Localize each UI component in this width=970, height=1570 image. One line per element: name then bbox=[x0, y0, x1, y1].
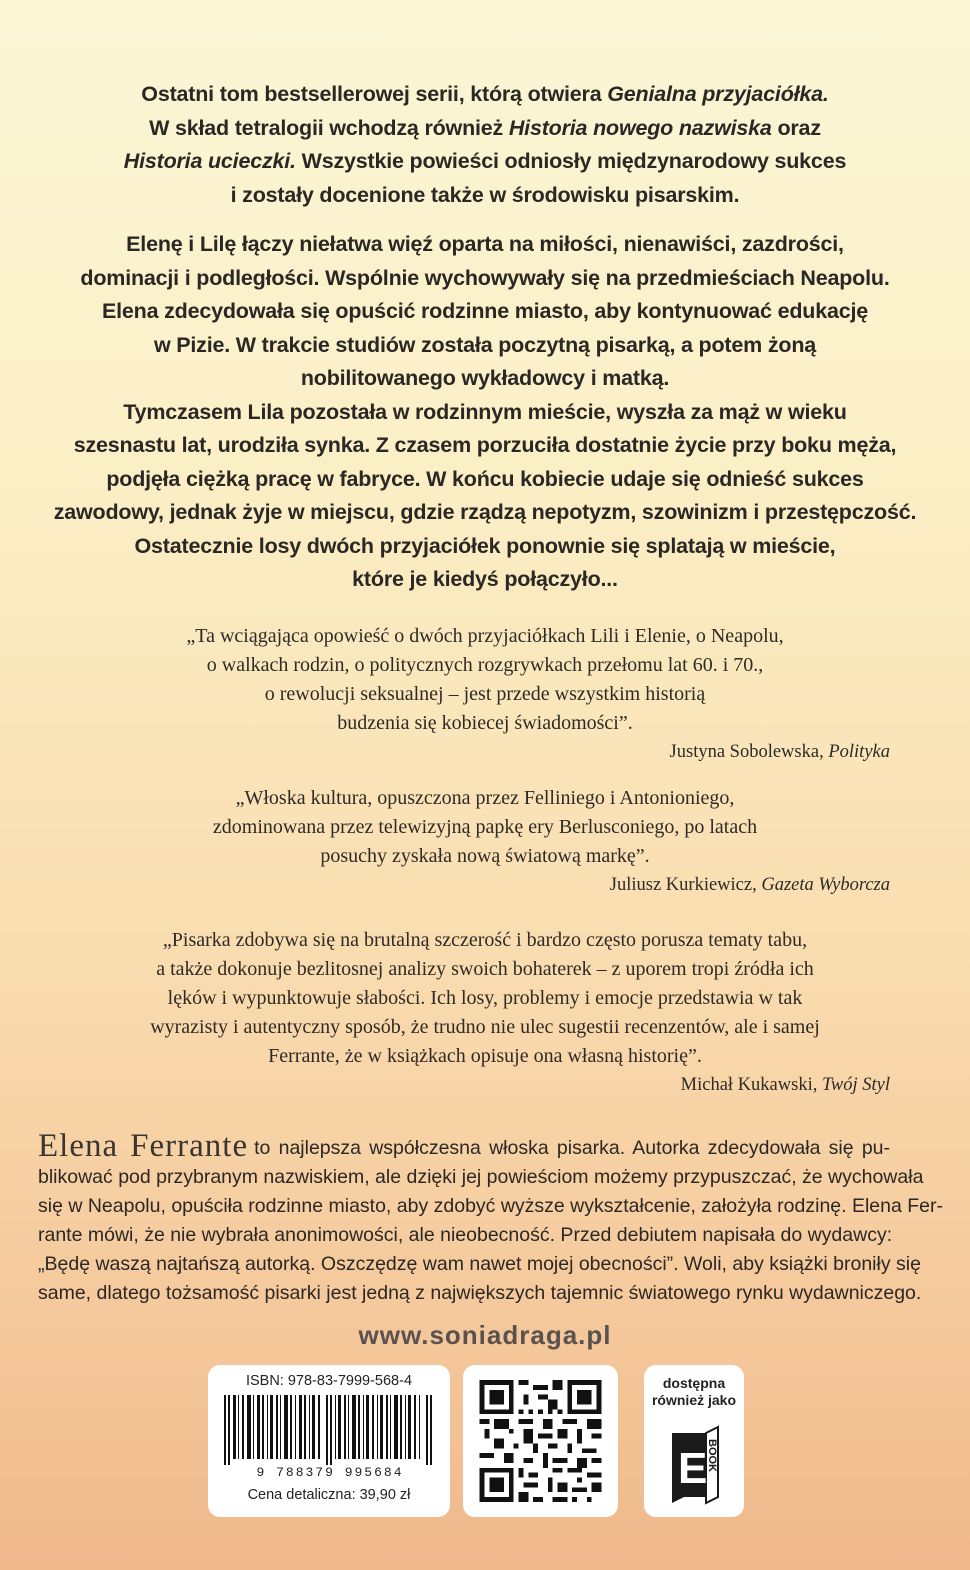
isbn-barcode-panel bbox=[208, 1365, 450, 1517]
review-polityka bbox=[40, 622, 930, 767]
synopsis-line: które je kiedyś połączyło... bbox=[352, 567, 618, 591]
text: Ostatni tom bestsellerowej serii, którą otwiera bbox=[141, 82, 608, 106]
synopsis-line: szesnastu lat, urodziła synka. Z czasem porzuciła dostatnie życie przy boku męża, bbox=[73, 433, 897, 457]
blurb-intro-line bbox=[40, 112, 930, 146]
bio-line: „Będę waszą najtańszą autorką. Oszczędzę wam nawet mojej obecności”. Woli, aby książki broniły się bbox=[38, 1253, 921, 1275]
reviewer-name: Juliusz Kurkiewicz, bbox=[609, 875, 762, 895]
author-bio bbox=[38, 1128, 943, 1308]
ebook-label-line: również jako bbox=[651, 1392, 737, 1408]
reviewer-name: Michał Kukawski, bbox=[680, 1075, 822, 1095]
review-attribution bbox=[40, 738, 930, 767]
retail-price: Cena detaliczna: 39,90 zł bbox=[247, 1487, 411, 1503]
reviewer-name: Justyna Sobolewska, bbox=[669, 742, 829, 762]
blurb-intro-line bbox=[40, 78, 930, 112]
review-line: o rewolucji seksualnej – jest przede wszystkim historią bbox=[264, 683, 706, 705]
bio-line: się w Neapolu, opuściła rodzinne miasto, aby zdobyć wyższe wykształcenie, założyła rodzinę. Elena Fer- bbox=[38, 1195, 943, 1217]
publisher-website: www.soniadraga.pl bbox=[358, 1320, 612, 1350]
barcode-icon bbox=[222, 1395, 436, 1465]
review-twoj-styl bbox=[40, 926, 930, 1100]
review-line: posuchy zyskała nową światową markę”. bbox=[320, 845, 650, 867]
ebook-vertical-word: BOOK bbox=[706, 1439, 718, 1472]
review-line: „Ta wciągająca opowieść o dwóch przyjaciółkach Lili i Elenie, o Neapolu, bbox=[186, 625, 784, 647]
barcode-digits: 9 788379 995684 bbox=[256, 1465, 404, 1480]
synopsis-line: Elena zdecydowała się opuścić rodzinne miasto, aby kontynuować edukację bbox=[101, 299, 868, 323]
review-line: a także dokonuje bezlitosnej analizy swoich bohaterek – z uporem tropi źródła ich bbox=[156, 958, 814, 980]
review-source: Twój Styl bbox=[821, 1075, 890, 1095]
synopsis-line: Elenę i Lilę łączy niełatwa więź oparta na miłości, nienawiści, zazdrości, bbox=[126, 232, 844, 256]
bio-line: rante mówi, że nie wybrała anonimowości, ale nieobecność. Przed debiutem napisała do wydawcy: bbox=[38, 1224, 893, 1246]
ebook-availability-panel bbox=[644, 1365, 744, 1517]
title-historia-ucieczki: Historia ucieczki. bbox=[123, 149, 296, 173]
review-gazeta-wyborcza bbox=[40, 784, 930, 900]
title-genialna: Genialna przyjaciółka. bbox=[607, 82, 829, 106]
text: to najlepsza współczesna włoska pisarka. Autorka zdecydowała się pu- bbox=[254, 1137, 891, 1159]
review-line: o walkach rodzin, o politycznych rozgrywkach przełomu lat 60. i 70., bbox=[206, 654, 764, 676]
qr-code-icon bbox=[478, 1380, 603, 1502]
synopsis-line: dominacji i podległości. Wspólnie wychowywały się na przedmieściach Neapolu. bbox=[80, 265, 890, 290]
bio-line: same, dlatego tożsamość pisarki jest jedną z największych tajemnic światowego rynku wydawniczego. bbox=[38, 1282, 922, 1304]
review-line: wyrazisty i autentyczny sposób, że trudno nie ulec sugestii recenzentów, ale i samej bbox=[150, 1016, 820, 1038]
blurb-intro bbox=[40, 78, 930, 212]
review-line: budzenia się kobiecej świadomości”. bbox=[337, 712, 633, 734]
title-historia-nowego-nazwiska: Historia nowego nazwiska bbox=[508, 115, 772, 140]
ebook-label bbox=[644, 1375, 744, 1409]
review-line: Ferrante, że w książkach opisuje ona własną historię”. bbox=[268, 1045, 702, 1067]
isbn-number: ISBN: 978-83-7999-568-4 bbox=[245, 1373, 413, 1389]
review-line: „Pisarka zdobywa się na brutalną szczerość i bardzo często porusza tematy tabu, bbox=[162, 929, 808, 951]
blurb-intro-line bbox=[40, 145, 930, 179]
ebook-icon bbox=[666, 1425, 722, 1505]
synopsis-line: podjęła ciężką pracę w fabryce. W końcu kobiecie udaje się odnieść sukces bbox=[106, 466, 864, 491]
ebook-label-line: dostępna bbox=[662, 1375, 726, 1391]
review-source: Gazeta Wyborcza bbox=[761, 875, 890, 895]
blurb-synopsis bbox=[40, 228, 930, 597]
text: oraz bbox=[771, 115, 821, 140]
synopsis-line: Ostatecznie losy dwóch przyjaciółek ponownie się splatają w mieście, bbox=[134, 533, 836, 558]
review-line: lęków i wypunktowuje słabości. Ich losy, problemy i emocje przedstawia w tak bbox=[167, 987, 803, 1009]
review-line: „Włoska kultura, opuszczona przez Felliniego i Antonioniego, bbox=[235, 787, 735, 809]
ebook-letter: E bbox=[678, 1444, 708, 1493]
author-name: Elena Ferrante bbox=[38, 1128, 249, 1164]
review-attribution bbox=[40, 871, 930, 900]
text: Wszystkie powieści odniosły międzynarodowy sukces bbox=[295, 149, 847, 173]
text: W skład tetralogii wchodzą również bbox=[149, 115, 509, 140]
synopsis-line: nobilitowanego wykładowcy i matką. bbox=[300, 366, 670, 390]
synopsis-line: w Pizie. W trakcie studiów została poczytną pisarką, a potem żoną bbox=[153, 332, 817, 357]
synopsis-line: zawodowy, jednak żyje w miejscu, gdzie rządzą nepotyzm, szowinizm i przestępczość. bbox=[53, 500, 917, 524]
review-line: zdominowana przez telewizyjną papkę ery Berlusconiego, po latach bbox=[212, 816, 758, 838]
qr-code-panel bbox=[463, 1365, 618, 1517]
review-attribution bbox=[40, 1071, 930, 1100]
review-source: Polityka bbox=[828, 742, 890, 762]
synopsis-line: Tymczasem Lila pozostała w rodzinnym mieście, wyszła za mąż w wieku bbox=[123, 399, 847, 424]
bio-line bbox=[38, 1128, 891, 1164]
blurb-intro-line: i zostały docenione także w środowisku pisarskim. bbox=[230, 182, 740, 207]
bio-line: blikować pod przybranym nazwiskiem, ale dzięki jej powieściom możemy przypuszczać, że wychowała bbox=[38, 1166, 924, 1188]
